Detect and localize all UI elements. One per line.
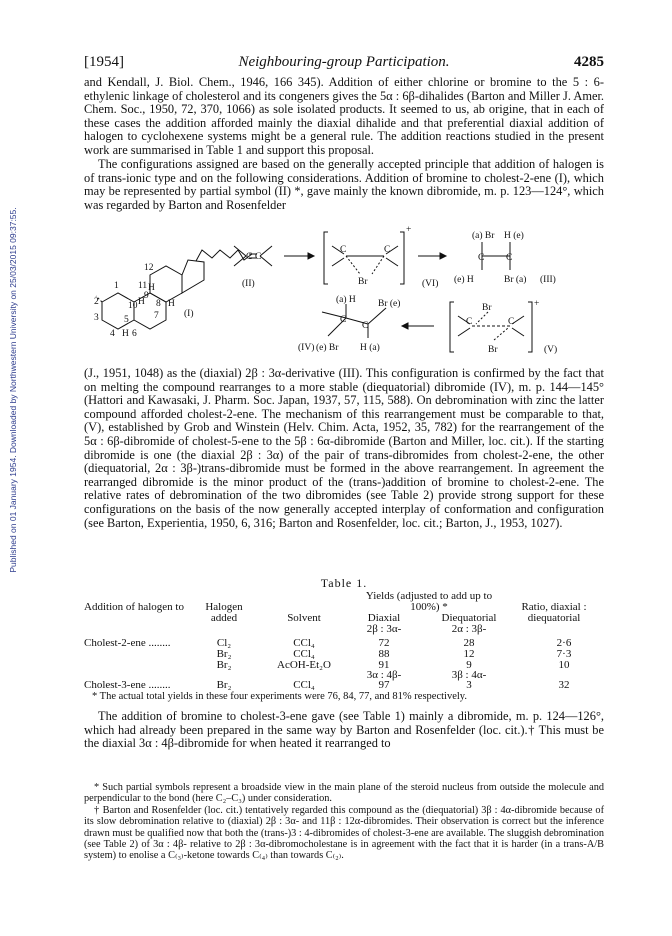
atom-a-br: (a) Br [472,231,495,241]
cell-diequatorial: 12 [463,648,475,660]
cell-diaxial: 97 [378,679,390,691]
col-halogen: Halogen added [205,601,243,624]
atom-c: C [478,253,485,263]
sub-diaxial-3-4: 3α : 4β- [366,669,402,681]
atom-number-9: 9 [144,291,149,301]
atom-a-h: (a) H [336,295,356,305]
cell-halogen: Br₂ [216,679,232,691]
label-IV: (IV) [298,343,315,353]
atom-c: C [246,252,253,262]
label-I: (I) [184,309,194,319]
paragraph-3: (J., 1951, 1048) as the (diaxial) 2β : 3α-derivative (III). This configuration is confirmed by the fact that on melting the compound rearranges to a more stable (diequatorial) dibromide (IV), m. p. 144—145° (Hattori and Kawasaki, J. Pharm. Soc. Japan, 1937, 57, 115, 588). On debromination with zinc the latter compound afforded cholest-2-ene. The mechanism of this rearrangement must be comparable to that, (V), established by Grob and Winstein (Helv. Chim. Acta, 1952, 35, 782) for the rearrangement of the 5α : 6β-dibromide of cholest-5-ene to the 5β : 6α-dibromide (Barton and Miller, loc. cit.). If the starting dibromide is one (the diaxial 2β : 3α) of the pair of trans-dibromides from cholest-2-ene, the other (diequatorial, 2α : 3β-)trans-dibromide must be formed in the above rearrangement. In agreement the rearranged dibromide is the minor product of the (trans-)addition of bromine to cholest-2-ene. The relative rates of debromination of the two dibromides (see Table 2) provide strong support for these configurations on the basis of the now generally accepted interplay of conformation and configuration (see Barton, Experientia, 1950, 6, 316; Barton and Rosenfelder, loc. cit.; Barton, J., 1953, 1027). [84,366,604,530]
atom-e-br: (e) Br [316,343,339,353]
cell-diaxial: 88 [378,648,390,660]
yields-header: Yields (adjusted to add up to 100%) * [365,590,493,613]
cell-diaxial: 72 [378,637,390,649]
sub-diaxial-2-3: 2β : 3α- [366,623,402,635]
atom-number-8: 8 [156,299,161,309]
atom-number-4: 4 [110,329,115,339]
download-note: Published on 01 January 1954. Downloaded by Northwestern University on 25/03/2015 09:37:55. [8,207,18,573]
paragraph-1: and Kendall, J. Biol. Chem., 1946, 166 345). Addition of either chlorine or bromine to the 5 : 6-ethylenic linkage of cholesterol and its congeners gives the 5α : 6β-dihalides (Barton and Miller J. Amer. Chem. Soc., 1950, 72, 370, 1066) as sole isolated products. It seemed to us, ab origine, that in each of these cases the addition afforded mainly the diaxial dihalide and that preferential diaxial addition of halogen to cyclohexene systems might be a general rule. The addition reactions studied in the present work are summarised in Table 1 and support this proposal. [84,75,604,157]
atom-c: C [506,253,513,263]
dibromide-IV [322,304,386,338]
col-diequatorial: Diequatorial [441,612,497,624]
col-solvent: Solvent [287,612,321,624]
running-header [84,54,604,72]
cell-ratio: 2·6 [556,637,572,649]
download-watermark [6,150,20,630]
cell-diequatorial: 3 [466,679,472,691]
atom-c: C [340,315,347,325]
atom-c: C [255,252,262,262]
paragraph-2: The configurations assigned are based on the generally accepted principle that addition of halogen is of trans-ionic type and on the following considerations. Addition of bromine to cholest-2-ene (I), which may be represented by partial symbol (II) *, gave mainly the known dibromide, m. p. 123—124°, which was regarded by Barton and Rosenfelder [84,157,604,212]
cell-diequatorial: 28 [463,637,475,649]
atom-c: C [362,321,369,331]
label-VI: (VI) [422,279,439,289]
atom-h-a: H (a) [360,343,380,353]
cell-ratio: 32 [558,679,570,691]
atom-c: C [466,317,473,327]
label-V: (V) [544,345,558,355]
atom-number-7: 7 [154,311,159,321]
atom-e-h: (e) H [454,275,474,285]
sub-diequatorial-2-3: 2α : 3β- [451,623,487,635]
cell-solvent: CCl₄ [293,648,315,660]
atom-h-14: H [168,299,175,309]
cell-ratio: 7·3 [556,648,572,660]
charge-plus: + [534,299,540,309]
cell-substrate: Cholest-3-ene ........ [84,679,171,691]
cell-solvent: CCl₄ [293,679,315,691]
atom-c: C [384,245,391,255]
table-caption: Table 1. [320,576,368,590]
header-year: [1954] [84,54,124,70]
cell-halogen: Br₂ [216,648,232,660]
cell-diaxial: 91 [378,659,390,671]
atom-br-e: Br (e) [378,299,401,309]
paragraph-4: The addition of bromine to cholest-3-ene gave (see Table 1) mainly a dibromide, m. p. 124—126°, which had already been prepared in the same way by Barton and Rosenfelder (loc. cit.).† This must be the diaxial 3α : 4β-dibromide for when heated it rearranged to [84,709,604,751]
sub-diequatorial-3-4: 3β : 4α- [451,669,487,681]
atom-number-11: 11 [138,281,148,291]
atom-c: C [340,245,347,255]
cell-halogen: Cl₂ [216,637,232,649]
col-ratio: Ratio, diaxial : diequatorial [521,601,587,624]
charge-plus: + [406,225,412,235]
page-number: 4285 [574,54,604,70]
cell-substrate: Cholest-2-ene ........ [84,637,171,649]
col-diaxial: Diaxial [367,612,401,624]
label-II: (II) [242,279,255,289]
atom-br: Br [482,303,492,313]
atom-br-a: Br (a) [504,275,527,285]
atom-number-12: 12 [144,263,154,273]
footnotes [84,782,604,862]
header-title: Neighbouring-group Participation. [238,54,450,70]
atom-number-10: 10 [128,301,138,311]
table-1 [84,591,604,691]
table-footnote: * The actual total yields in these four experiments were 76, 84, 77, and 81% respectively. [92,691,467,702]
cell-solvent: CCl₄ [293,637,315,649]
atom-h-5: H [122,329,129,339]
atom-h-8: H [138,297,145,307]
footnote-star: * Such partial symbols represent a broadside view in the main plane of the steroid nucleus from outside the molecule and perpendicular to the bond (here C₂–C₃) under consideration. [84,782,604,805]
label-III: (III) [540,275,556,285]
alkene-II [234,246,272,266]
atom-number-3: 3 [94,313,99,323]
footnote-dagger: † Barton and Rosenfelder (loc. cit.) tentatively regarded this compound as the (diequatorial) 3β : 4α-dibromide because of its slow debromination relative to (diaxial) 2β : 3α- and 11β : 12α-dibromides. Their observation is correct but the inference drawn must be qualified now that both the (trans-)3 : 4-dibromides of cholest-3-ene are available. The sluggish debromination (see Table 2) of 3α : 4β- relative to 2β : 3α-dibromocholestane is in agreement with the fact that it is harder (in a trans-A/B system) to enolise a C₍₃₎-ketone towards C₍₄₎ than towards C₍₂₎. [84,804,604,862]
cell-ratio: 10 [558,659,570,671]
atom-number-5: 5 [124,315,129,325]
atom-h-9: H [148,283,155,293]
atom-h-e: H (e) [504,231,524,241]
cell-halogen: Br₂ [216,659,232,671]
atom-br: Br [488,345,498,355]
reaction-scheme [84,212,604,364]
col-substrate: Addition of halogen to [84,601,184,613]
atom-c: C [508,317,515,327]
atom-number-2: 2 [94,297,99,307]
atom-number-1: 1 [114,281,119,291]
reaction-scheme-svg [84,212,604,364]
steroid-skeleton-I [96,250,252,329]
atom-number-6: 6 [132,329,137,339]
cell-solvent: AcOH-Et₂O [277,659,331,671]
cell-diequatorial: 9 [466,659,472,671]
atom-br: Br [358,277,368,287]
